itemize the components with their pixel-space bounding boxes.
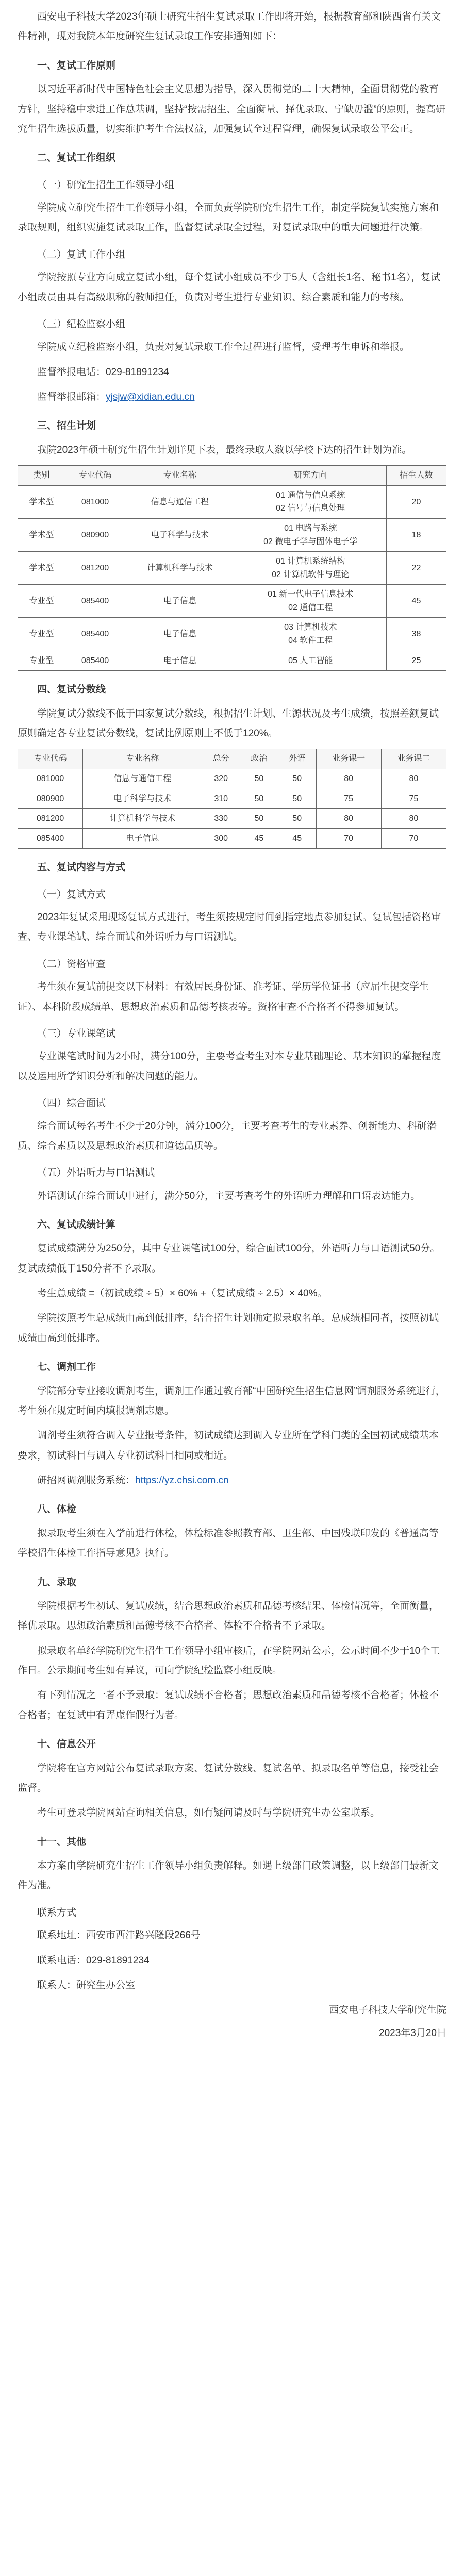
section-9-title: 九、录取 (37, 1577, 77, 1588)
table-cell: 01 通信与信息系统 02 信号与信息处理 (235, 485, 386, 518)
table-cell: 电子信息 (125, 651, 235, 671)
section-9-text-1: 学院根据考生初试、复试成绩，结合思想政治素质和品德考核结果、体检情况等，全面衡量，择优录取。思想政治素质和品德考核不合格者、体检不合格者不予录取。 (18, 1600, 439, 1632)
supervision-email (18, 387, 446, 407)
table-header-cell: 专业代码 (65, 466, 125, 486)
content-5-text: 外语测试在综合面试中进行，满分50分，主要考查考生的外语听力理解和口语表达能力。 (37, 1190, 421, 1201)
table-cell: 50 (278, 789, 316, 809)
table-row (18, 618, 446, 651)
table-cell: 80 (381, 769, 446, 789)
section-2-title: 二、复试工作组织 (37, 152, 116, 164)
contact-person (18, 1976, 446, 1995)
table-row (18, 552, 446, 585)
table-row (18, 769, 446, 789)
table-header-cell: 类别 (18, 466, 65, 486)
content-4-title: （四）综合面试 (37, 1098, 106, 1109)
section-4-title: 四、复试分数线 (37, 684, 106, 696)
group-2-title: （二）复试工作小组 (37, 249, 126, 260)
contact-address (18, 1926, 446, 1945)
table-row (18, 518, 446, 551)
content-3-title: （三）专业课笔试 (37, 1028, 116, 1039)
table-row (18, 651, 446, 671)
table-cell: 75 (381, 789, 446, 809)
table-header-cell: 招生人数 (386, 466, 446, 486)
table-cell: 50 (240, 809, 278, 829)
table-cell: 080900 (65, 518, 125, 551)
table-cell: 专业型 (18, 585, 65, 618)
section-3-intro: 我院2023年硕士研究生招生计划详见下表，最终录取人数以学校下达的招生计划为准。 (37, 444, 412, 455)
table-cell: 320 (202, 769, 240, 789)
supervision-phone-value: 029-81891234 (106, 366, 169, 378)
table-cell: 085400 (65, 618, 125, 651)
table-cell: 专业型 (18, 618, 65, 651)
section-1-text: 以习近平新时代中国特色社会主义思想为指导，深入贯彻党的二十大精神，全面贯彻党的教育方针，坚持稳中求进工作总基调，坚持“按需招生、全面衡量、择优录取、宁缺毋滥”的原则，提高研究生招生选拔质量，切实维护考生合法权益，加强复试全过程管理，确保复试录取公平公正。 (18, 84, 445, 134)
table-header-cell: 政治 (240, 749, 278, 769)
adjustment-system-link[interactable]: https://yz.chsi.com.cn (135, 1475, 229, 1486)
table-cell: 085400 (65, 585, 125, 618)
section-8-title: 八、体检 (37, 1504, 77, 1515)
table-cell: 080900 (18, 789, 83, 809)
table-cell: 45 (386, 585, 446, 618)
contact-address-value: 西安市西沣路兴隆段266号 (86, 1930, 201, 1941)
section-6-text-1: 复试成绩满分为250分，其中专业课笔试100分，综合面试100分，外语听力与口语测试50分。复试成绩低于150分者不予录取。 (18, 1243, 440, 1274)
table-cell: 计算机科学与技术 (125, 552, 235, 585)
table-cell: 50 (240, 789, 278, 809)
table-cell: 20 (386, 485, 446, 518)
table-cell: 电子信息 (125, 618, 235, 651)
table-cell: 081200 (18, 809, 83, 829)
signature-date: 2023年3月20日 (379, 2027, 446, 2039)
group-2-text: 学院按照专业方向成立复试小组，每个复试小组成员不少于5人（含组长1名、秘书1名），复试小组成员由具有高级职称的教师担任，负责对考生进行专业知识、综合素质和能力的考核。 (18, 272, 441, 303)
section-11-text: 本方案由学院研究生招生工作领导小组负责解释。如遇上级部门政策调整，以上级部门最新文件为准。 (18, 1860, 439, 1891)
section-5-title: 五、复试内容与方式 (37, 862, 126, 873)
supervision-email-link[interactable]: yjsjw@xidian.edu.cn (106, 392, 195, 402)
content-5-title: （五）外语听力与口语测试 (37, 1167, 155, 1179)
table-cell: 80 (316, 769, 381, 789)
table-cell: 085400 (18, 828, 83, 849)
table-cell: 300 (202, 828, 240, 849)
table-row (18, 809, 446, 829)
section-11-title: 十一、其他 (37, 1836, 87, 1848)
content-2-title: （二）资格审查 (37, 958, 106, 970)
section-8-text: 拟录取考生须在入学前进行体检，体检标准参照教育部、卫生部、中国残联印发的《普通高等学校招生体检工作指导意见》执行。 (18, 1528, 439, 1559)
content-1-title: （一）复试方式 (37, 889, 106, 900)
table-header-cell: 专业名称 (83, 749, 202, 769)
supervision-phone (18, 363, 446, 382)
table-header-cell: 研究方向 (235, 466, 386, 486)
group-3-text: 学院成立纪检监察小组，负责对复试录取工作全过程进行监督，受理考生申诉和举报。 (37, 342, 410, 353)
table-cell: 70 (381, 828, 446, 849)
section-6-formula: 考生总成绩 =（初试成绩 ÷ 5）× 60% +（复试成绩 ÷ 2.5）× 40%。 (37, 1288, 327, 1299)
table-cell: 50 (278, 769, 316, 789)
group-1-text: 学院成立研究生招生工作领导小组，全面负责学院研究生招生工作，制定学院复试实施方案和录取规则，组织实施复试录取工作，监督复试录取全过程，对复试录取中的重大问题进行决策。 (18, 202, 439, 233)
table-cell: 50 (240, 769, 278, 789)
section-6-title: 六、复试成绩计算 (37, 1219, 116, 1230)
table-cell: 计算机科学与技术 (83, 809, 202, 829)
table-cell: 45 (278, 828, 316, 849)
supervision-email-label: 监督举报邮箱： (37, 392, 106, 402)
section-9-text-2: 拟录取名单经学院研究生招生工作领导小组审核后，在学院网站公示，公示时间不少于10个工作日。公示期间考生如有异议，可向学院纪检监察小组反映。 (18, 1645, 440, 1676)
section-4-text: 学院复试分数线不低于国家复试分数线，根据招生计划、生源状况及考生成绩，按照差额复试原则确定各专业复试分数线，复试比例原则上不低于120%。 (18, 708, 439, 739)
table-cell: 03 计算机技术 04 软件工程 (235, 618, 386, 651)
table-cell: 22 (386, 552, 446, 585)
table-row (18, 585, 446, 618)
table-cell: 电子信息 (125, 585, 235, 618)
adjustment-link-label: 研招网调剂服务系统： (37, 1475, 136, 1486)
table-cell: 38 (386, 618, 446, 651)
section-3-title: 三、招生计划 (37, 420, 96, 432)
signature-org: 西安电子科技大学研究生院 (328, 2005, 446, 2016)
table-cell: 电子科学与技术 (125, 518, 235, 551)
section-10-title: 十、信息公开 (37, 1739, 96, 1750)
table-cell: 学术型 (18, 518, 65, 551)
table-cell: 081000 (65, 485, 125, 518)
content-2-text: 考生须在复试前提交以下材料：有效居民身份证、准考证、学历学位证书（应届生提交学生证）、本科阶段成绩单、思想政治素质和品德考核表等。资格审查不合格者不得参加复试。 (18, 981, 429, 1012)
table-cell: 25 (386, 651, 446, 671)
content-3-text: 专业课笔试时间为2小时，满分100分，主要考查考生对本专业基础理论、基本知识的掌握程度以及运用所学知识分析和解决问题的能力。 (18, 1051, 441, 1082)
section-6-text-3: 学院按照考生总成绩由高到低排序，结合招生计划确定拟录取名单。总成绩相同者，按照初试成绩由高到低排序。 (18, 1313, 439, 1344)
supervision-phone-label: 监督举报电话： (37, 366, 106, 378)
table-row (18, 789, 446, 809)
table-cell: 01 电路与系统 02 微电子学与固体电子学 (235, 518, 386, 551)
group-1-title: （一）研究生招生工作领导小组 (37, 179, 175, 191)
table-cell: 081200 (65, 552, 125, 585)
table-cell: 信息与通信工程 (125, 485, 235, 518)
enrollment-plan-body (18, 485, 446, 671)
table-header-cell: 业务课二 (381, 749, 446, 769)
table-cell: 310 (202, 789, 240, 809)
table-row (18, 828, 446, 849)
table-cell: 电子科学与技术 (83, 789, 202, 809)
enrollment-plan-table (18, 465, 446, 671)
score-line-body (18, 769, 446, 848)
section-7-text-1: 学院部分专业接收调剂考生，调剂工作通过教育部“中国研究生招生信息网”调剂服务系统进行，考生须在规定时间内填报调剂志愿。 (18, 1385, 445, 1416)
adjustment-link-line (18, 1471, 446, 1490)
contact-phone (18, 1951, 446, 1971)
contact-person-value: 研究生办公室 (76, 1979, 136, 1991)
table-cell: 学术型 (18, 485, 65, 518)
content-4-text: 综合面试每名考生不少于20分钟，满分100分，主要考查考生的专业素养、创新能力、科研潜质、综合素质以及思想政治素质和道德品质等。 (18, 1121, 437, 1151)
section-10-text-2: 考生可登录学院网站查询相关信息，如有疑问请及时与学院研究生办公室联系。 (37, 1807, 380, 1819)
table-cell: 50 (278, 809, 316, 829)
table-cell: 80 (381, 809, 446, 829)
section-7-text-2: 调剂考生须符合调入专业报考条件，初试成绩达到调入专业所在学科门类的全国初试成绩基本要求，初试科目与调入专业初试科目相同或相近。 (18, 1430, 439, 1461)
table-cell: 电子信息 (83, 828, 202, 849)
contact-phone-value: 029-81891234 (86, 1955, 150, 1966)
table-header-row (18, 749, 446, 769)
table-cell: 18 (386, 518, 446, 551)
table-row (18, 485, 446, 518)
table-cell: 80 (316, 809, 381, 829)
table-cell: 330 (202, 809, 240, 829)
table-cell: 01 计算机系统结构 02 计算机软件与理论 (235, 552, 386, 585)
table-header-cell: 专业名称 (125, 466, 235, 486)
table-cell: 70 (316, 828, 381, 849)
table-header-row (18, 466, 446, 486)
contact-person-label: 联系人： (37, 1979, 77, 1991)
contact-phone-label: 联系电话： (37, 1955, 87, 1966)
table-header-cell: 外语 (278, 749, 316, 769)
table-header-cell: 业务课一 (316, 749, 381, 769)
score-line-table (18, 749, 446, 849)
table-cell: 专业型 (18, 651, 65, 671)
table-cell: 085400 (65, 651, 125, 671)
section-10-text-1: 学院将在官方网站公布复试录取方案、复试分数线、复试名单、拟录取名单等信息，接受社会监督。 (18, 1762, 439, 1793)
section-9-text-3: 有下列情况之一者不予录取：复试成绩不合格者；思想政治素质和品德考核不合格者；体检不合格者；在复试中有弄虚作假行为者。 (18, 1690, 439, 1721)
table-cell: 75 (316, 789, 381, 809)
section-1-title: 一、复试工作原则 (37, 60, 116, 71)
table-header-cell: 专业代码 (18, 749, 83, 769)
table-cell: 信息与通信工程 (83, 769, 202, 789)
contact-address-label: 联系地址： (37, 1930, 87, 1941)
group-3-title: （三）纪检监察小组 (37, 318, 126, 330)
table-cell: 01 新一代电子信息技术 02 通信工程 (235, 585, 386, 618)
table-cell: 05 人工智能 (235, 651, 386, 671)
content-1-text: 2023年复试采用现场复试方式进行，考生须按规定时间到指定地点参加复试。复试包括资格审查、专业课笔试、综合面试和外语听力与口语测试。 (18, 912, 441, 943)
contact-title: 联系方式 (37, 1907, 77, 1918)
section-7-title: 七、调剂工作 (37, 1362, 96, 1373)
intro-paragraph: 西安电子科技大学2023年硕士研究生招生复试录取工作即将开始，根据教育部和陕西省有关文件精神，现对我院本年度研究生复试录取工作安排通知如下： (18, 11, 441, 42)
table-header-cell: 总分 (202, 749, 240, 769)
table-cell: 学术型 (18, 552, 65, 585)
table-cell: 45 (240, 828, 278, 849)
table-cell: 081000 (18, 769, 83, 789)
